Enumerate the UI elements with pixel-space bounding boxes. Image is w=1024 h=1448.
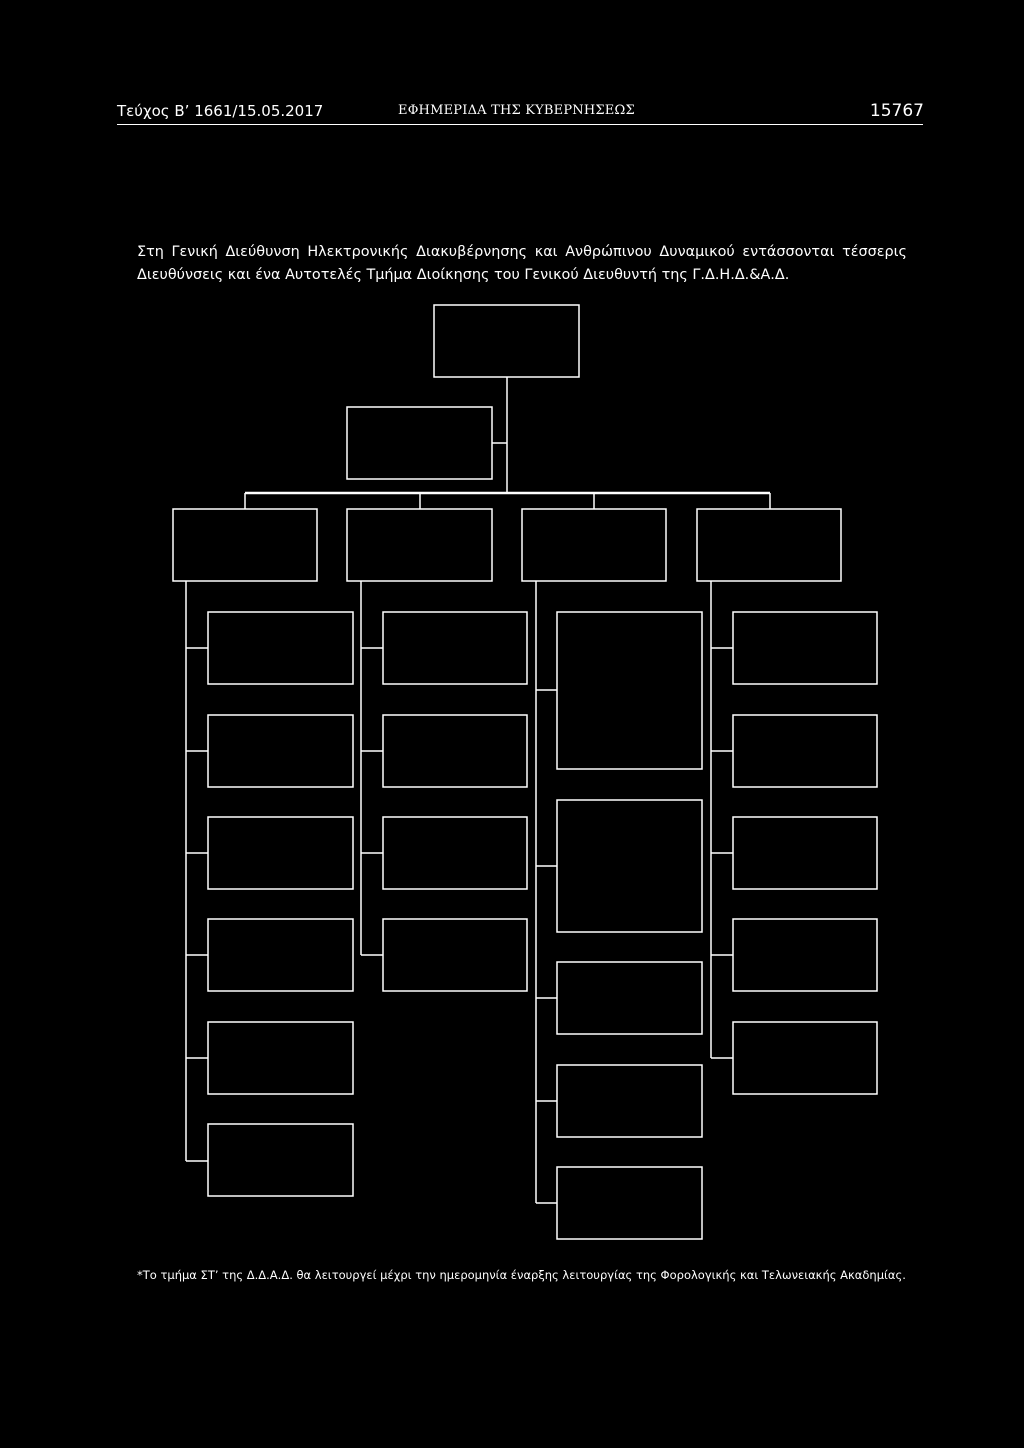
org-box-dept-4b — [733, 715, 877, 787]
gazette-title: ΕΦΗΜΕΡΙΔΑ ΤΗΣ ΚΥΒΕΡΝΗΣΕΩΣ — [398, 103, 635, 118]
org-box-general-directorate — [434, 305, 579, 377]
intro-line-2: Διευθύνσεις και ένα Αυτοτελές Τμήμα Διοίκησης του Γενικού Διευθυντή της Γ.Δ.Η.Δ.&Α.Δ. — [137, 267, 790, 283]
org-box-dept-3e — [557, 1167, 702, 1239]
org-box-dept-2a — [383, 612, 527, 684]
org-box-dept-4c — [733, 817, 877, 889]
org-box-dept-1a — [208, 612, 353, 684]
issue-number: Τεύχος Β’ 1661/15.05.2017 — [117, 102, 324, 120]
org-box-dept-3d — [557, 1065, 702, 1137]
org-box-directorate-3 — [522, 509, 666, 581]
footnote: *Το τμήμα ΣΤ’ της Δ.Δ.Α.Δ. θα λειτουργεί μέχρι την ημερομηνία έναρξης λειτουργίας της Φορολογικής και Τελωνειακής Ακαδημίας. — [137, 1268, 906, 1282]
org-box-dept-3a — [557, 612, 702, 769]
org-box-dept-1f — [208, 1124, 353, 1196]
org-box-independent-department — [347, 407, 492, 479]
org-box-dept-4a — [733, 612, 877, 684]
org-box-directorate-2 — [347, 509, 492, 581]
org-box-dept-2c — [383, 817, 527, 889]
org-box-dept-1e — [208, 1022, 353, 1094]
org-box-dept-3b — [557, 800, 702, 932]
org-box-directorate-1 — [173, 509, 317, 581]
org-box-dept-2d — [383, 919, 527, 991]
org-box-dept-1b — [208, 715, 353, 787]
org-box-dept-2b — [383, 715, 527, 787]
intro-line-1: Στη Γενική Διεύθυνση Ηλεκτρονικής Διακυβέρνησης και Ανθρώπινου Δυναμικού εντάσσονται τέσσερις — [137, 244, 907, 260]
page-number: 15767 — [869, 101, 924, 121]
org-box-dept-4d — [733, 919, 877, 991]
org-box-dept-3c — [557, 962, 702, 1034]
org-box-dept-1c — [208, 817, 353, 889]
org-box-directorate-4 — [697, 509, 841, 581]
org-box-dept-1d — [208, 919, 353, 991]
org-box-dept-4e — [733, 1022, 877, 1094]
